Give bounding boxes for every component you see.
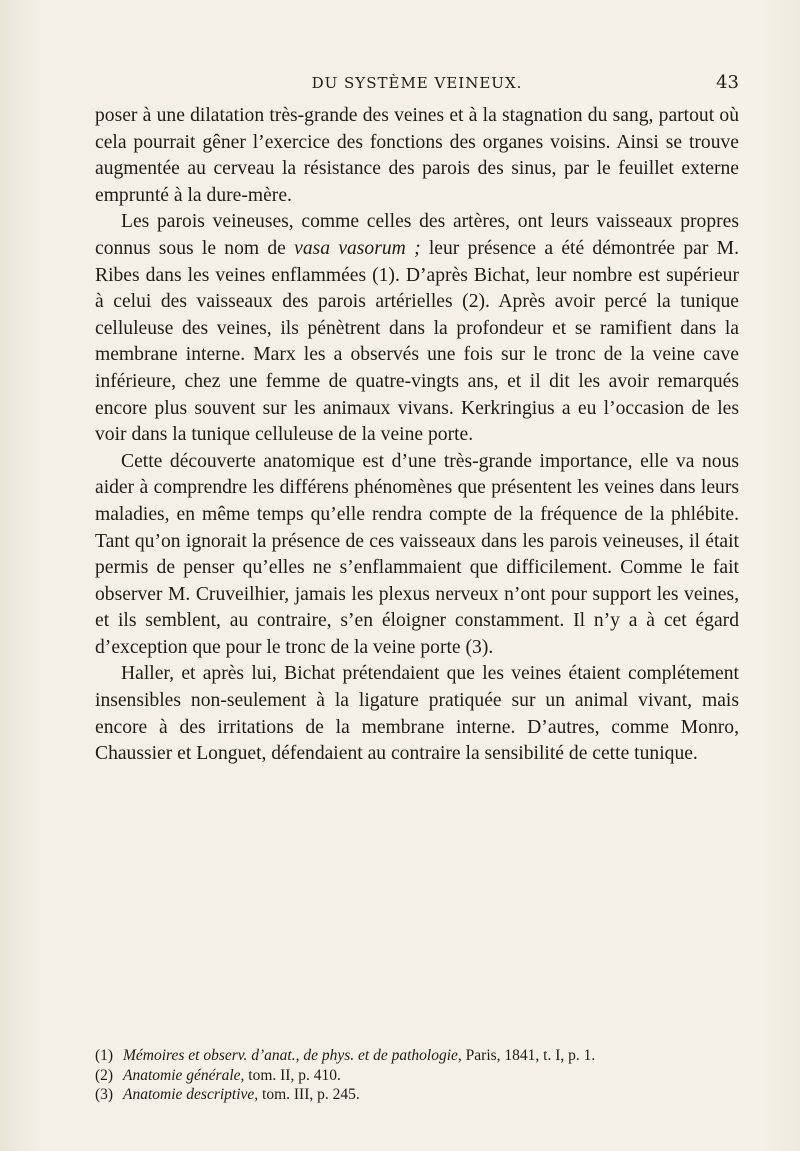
body-text [95, 103, 739, 768]
footnote-title: Anatomie générale, [123, 1066, 245, 1084]
footnote-reference: tom. II, p. 410. [244, 1066, 341, 1084]
footnotes [95, 1046, 739, 1105]
footnote-number: (3) [95, 1086, 114, 1103]
page-number: 43 [716, 72, 739, 93]
paragraph-1: poser à une dilatation très-grande des veines et à la stagnation du sang, partout où cela pourrait gêner l’exercice des fonctions des organes voisins. Ainsi se trouve augmentée au cerveau la résistance des parois des sinus, par le feuillet externe emprunté à la dure-mère. [95, 105, 739, 206]
footnote-2 [95, 1066, 739, 1086]
paragraph-2-part-1: Les parois veineuses, comme celles des artères, ont leurs vaisseaux propres connus sous le nom de [95, 211, 739, 259]
footnote-number: (2) [95, 1066, 114, 1084]
running-title: DU SYSTÈME VEINEUX. [311, 74, 523, 92]
footnote-3 [95, 1085, 739, 1105]
footnote-reference: tom. III, p. 245. [258, 1086, 360, 1103]
paragraph-4: Haller, et après lui, Bichat prétendaient que les veines étaient complétement insensibles non-seulement à la ligature pratiquée sur un animal vivant, mais encore à des irritations de la membrane interne. D’autres, comme Monro, Chaussier et Longuet, défendaient au contraire la sensibilité de cette tunique. [95, 663, 739, 765]
footnote-title: Mémoires et observ. d’anat., de phys. et de pathologie, [123, 1047, 462, 1064]
page-header [95, 72, 739, 96]
footnote-title: Anatomie descriptive, [123, 1086, 259, 1103]
footnote-number: (1) [95, 1047, 114, 1064]
paragraph-2-part-2: leur présence a été démontrée par M. Ribes dans les veines enflammées (1). D’après Bichat, leur nombre est supérieur à celui des vaisseaux des parois artérielles (2). Après avoir percé la tunique celluleuse des veines, ils pénètrent dans la profondeur et se ramifient dans la membrane interne. Marx les a observés une fois sur le tronc de la veine cave inférieure, chez une femme de quatre-vingts ans, et il dit les avoir remarqués encore plus souvent sur les animaux vivans. Kerkringius a eu l’occasion de les voir dans la tunique celluleuse de la veine porte. [95, 237, 739, 446]
footnote-1 [95, 1046, 739, 1066]
footnote-reference: Paris, 1841, t. I, p. 1. [461, 1047, 596, 1064]
paragraph-2 [95, 209, 739, 448]
italic-term: vasa vasorum ; [294, 237, 421, 259]
paragraph-3: Cette découverte anatomique est d’une très-grande importance, elle va nous aider à comprendre les différens phénomènes que présentent les veines dans leurs maladies, en même temps qu’elle rendra compte de la fréquence de la phlébite. Tant qu’on ignorait la présence de ces vaisseaux dans les parois veineuses, il était permis de penser qu’elles ne s’enflammaient que difficilement. Comme le fait observer M. Cruveilhier, jamais les plexus nerveux n’ont pour support les veines, et ils semblent, au contraire, s’en éloigner constamment. Il n’y a à cet égard d’exception que pour le tronc de la veine porte (3). [95, 450, 739, 658]
